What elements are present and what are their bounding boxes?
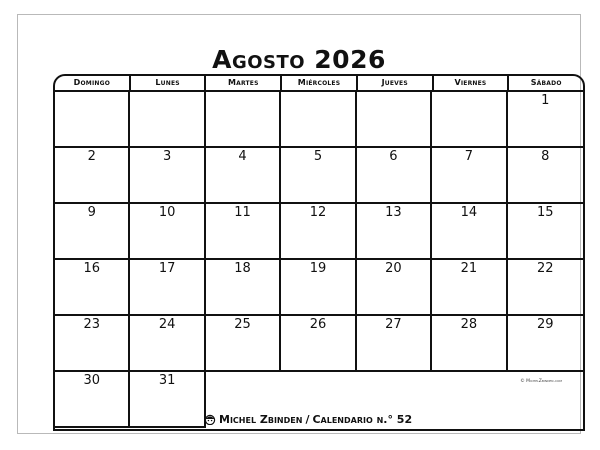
day-cell-friday <box>432 372 507 428</box>
weekday-header-sunday: Domingo <box>55 76 131 90</box>
day-number: 16 <box>83 261 100 276</box>
day-number: 20 <box>385 261 402 276</box>
copyright-text: © MichelZbinden.com <box>520 379 562 384</box>
day-cell-tuesday <box>206 204 281 260</box>
day-number: 5 <box>313 149 323 164</box>
day-number: 14 <box>460 205 478 220</box>
day-cell-tuesday <box>206 316 281 372</box>
day-cell-tuesday <box>206 260 281 316</box>
day-cell-friday <box>432 260 507 316</box>
footer-author: Michel Zbinden <box>219 413 303 426</box>
weekday-header-monday: Lunes <box>131 76 207 90</box>
weekday-header-row <box>55 76 583 92</box>
day-number: 2 <box>87 149 96 164</box>
day-number: 31 <box>158 373 176 388</box>
day-cell-friday <box>432 92 507 148</box>
day-cell-sunday <box>55 92 130 148</box>
day-cell-sunday <box>55 372 130 428</box>
day-cell-friday <box>432 204 507 260</box>
day-cell-thursday <box>357 316 432 372</box>
person-face-icon <box>204 414 216 425</box>
day-cell-thursday <box>357 148 432 204</box>
day-number: 29 <box>537 317 554 332</box>
day-cell-tuesday <box>206 148 281 204</box>
day-number: 13 <box>385 205 402 220</box>
day-number: 21 <box>460 261 478 276</box>
weekday-header-thursday: Jueves <box>358 76 434 90</box>
day-number: 6 <box>389 149 398 164</box>
day-number: 3 <box>162 149 172 164</box>
calendar-grid <box>53 74 585 431</box>
day-cell-wednesday <box>281 204 356 260</box>
day-number: 27 <box>385 317 402 332</box>
day-cell-friday <box>432 316 507 372</box>
day-number: 1 <box>541 93 550 108</box>
day-number: 22 <box>537 261 554 276</box>
day-number: 28 <box>460 317 478 332</box>
day-number: 18 <box>234 261 251 276</box>
day-number: 17 <box>158 261 176 276</box>
day-cell-sunday <box>55 204 130 260</box>
day-cell-saturday <box>508 204 583 260</box>
day-cell-saturday <box>508 92 583 148</box>
day-cell-sunday <box>55 316 130 372</box>
day-number: 15 <box>537 205 554 220</box>
day-cell-saturday <box>508 316 583 372</box>
day-cell-wednesday <box>281 316 356 372</box>
day-cell-tuesday <box>206 92 281 148</box>
calendar-title: Agosto 2026 <box>212 45 386 74</box>
day-cell-wednesday <box>281 148 356 204</box>
day-cell-wednesday <box>281 260 356 316</box>
day-number: 19 <box>309 261 327 276</box>
weekday-header-tuesday: Martes <box>206 76 282 90</box>
day-number: 25 <box>234 317 251 332</box>
day-cell-monday <box>130 316 205 372</box>
day-number: 12 <box>309 205 327 220</box>
day-number: 24 <box>158 317 176 332</box>
day-cell-monday <box>130 92 205 148</box>
day-number: 10 <box>158 205 176 220</box>
day-cell-sunday <box>55 260 130 316</box>
calendar-page <box>17 14 581 434</box>
day-cell-thursday <box>357 92 432 148</box>
day-number: 30 <box>83 373 100 388</box>
day-cell-thursday <box>357 260 432 316</box>
day-cell-saturday <box>508 148 583 204</box>
day-cell-saturday <box>508 260 583 316</box>
footer-calendar-label: Calendario n.° 52 <box>312 413 413 426</box>
day-cell-wednesday <box>281 92 356 148</box>
day-cell-thursday <box>357 204 432 260</box>
weekday-header-friday: Viernes <box>434 76 510 90</box>
day-number: 7 <box>464 149 473 164</box>
day-cell-monday <box>130 260 205 316</box>
day-number: 26 <box>309 317 327 332</box>
day-number: 4 <box>238 149 247 164</box>
day-cell-friday <box>432 148 507 204</box>
weekday-header-wednesday: Miércoles <box>282 76 358 90</box>
day-number: 8 <box>541 149 550 164</box>
day-cell-monday <box>130 204 205 260</box>
day-cell-monday <box>130 372 205 428</box>
footer-credit <box>204 413 412 426</box>
footer-separator: / <box>305 413 310 426</box>
day-cell-sunday <box>55 148 130 204</box>
weekday-header-saturday: Sábado <box>530 78 562 87</box>
day-number: 9 <box>87 205 96 220</box>
day-number: 23 <box>83 317 100 332</box>
day-cells <box>55 92 583 428</box>
day-cell-monday <box>130 148 205 204</box>
day-number: 11 <box>234 205 251 220</box>
